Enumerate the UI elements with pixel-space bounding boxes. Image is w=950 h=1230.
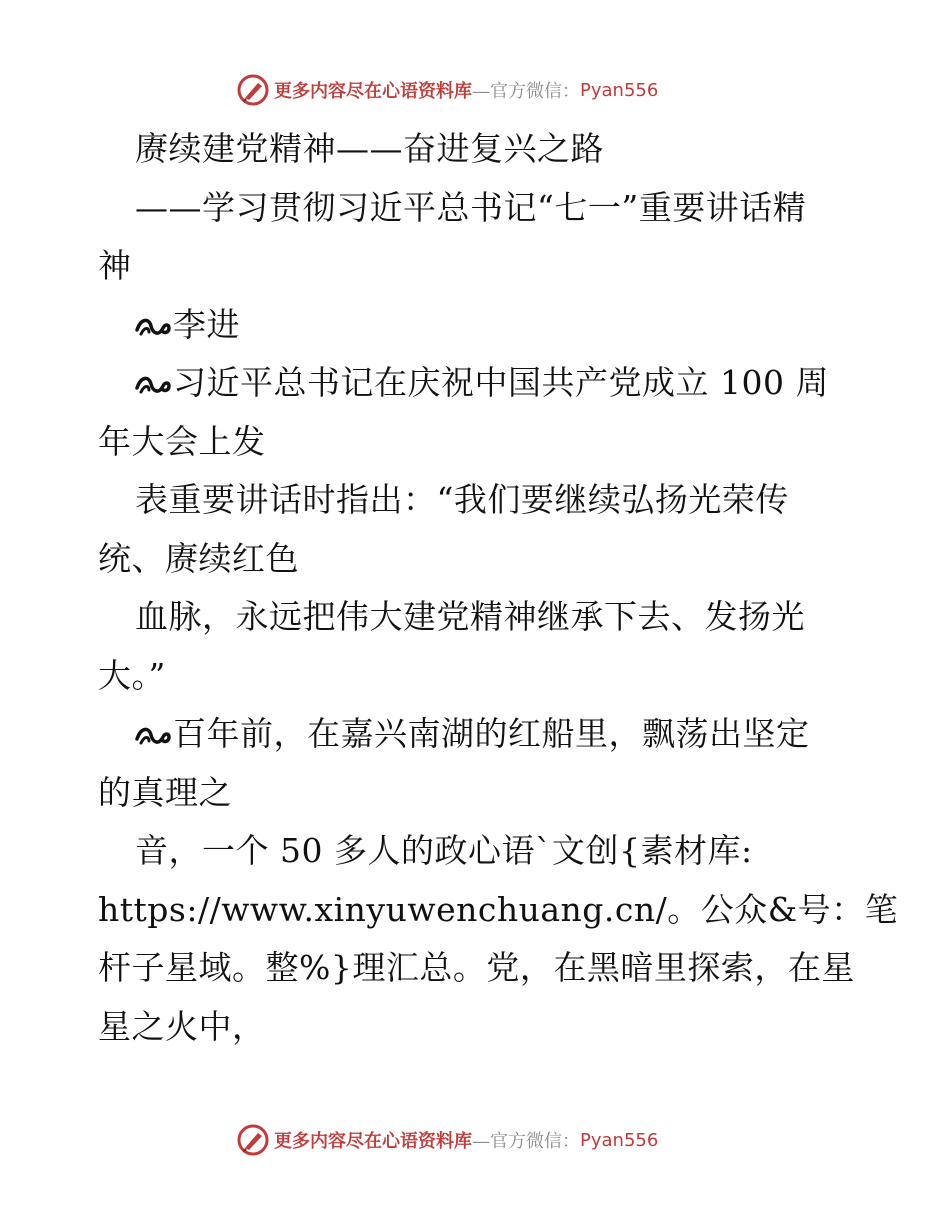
paragraph-line: https://www.xinyuwenchuang.cn/。公众&号：笔 bbox=[98, 889, 899, 929]
document-body bbox=[98, 120, 899, 1056]
ornament-bullet-icon bbox=[135, 374, 173, 396]
watermark-label: —官方微信： bbox=[472, 1131, 580, 1152]
doc-subtitle-cont: 神 bbox=[98, 246, 132, 285]
author-line bbox=[98, 296, 858, 355]
footer-watermark bbox=[236, 1122, 658, 1158]
watermark-brand: 更多内容尽在心语资料库 bbox=[274, 81, 472, 102]
paragraph-line: 星之火中， bbox=[98, 1006, 266, 1046]
paragraph-text: 百年前，在嘉兴南湖的红船里，飘荡出坚定 bbox=[173, 714, 810, 753]
watermark-account: Pyan556 bbox=[580, 79, 659, 101]
paragraph-line: 杆子星域。整%}理汇总。党，在黑暗里探索，在星 bbox=[98, 948, 855, 987]
pen-logo-icon bbox=[236, 73, 270, 107]
paragraph-line: 表重要讲话时指出：“我们要继续弘扬光荣传 bbox=[135, 480, 789, 519]
header-watermark bbox=[236, 72, 658, 108]
watermark-label: —官方微信： bbox=[472, 81, 580, 102]
paragraph-line: 血脉，永远把伟大建党精神继承下去、发扬光 bbox=[135, 597, 805, 636]
doc-subtitle: ——学习贯彻习近平总书记“七一”重要讲话精 bbox=[135, 187, 807, 227]
paragraph-line: 年大会上发 bbox=[98, 421, 266, 461]
pen-logo-icon bbox=[236, 1123, 270, 1157]
paragraph-line: 的真理之 bbox=[98, 772, 232, 812]
ornament-bullet-icon bbox=[135, 725, 173, 747]
watermark-account: Pyan556 bbox=[580, 1129, 659, 1151]
ornament-bullet-icon bbox=[135, 316, 173, 338]
paragraph-text: 习近平总书记在庆祝中国共产党成立 100 周 bbox=[173, 363, 829, 402]
doc-title: 赓续建党精神——奋进复兴之路 bbox=[135, 129, 604, 168]
paragraph-line: 音，一个 50 多人的政心语`文创{素材库: bbox=[135, 831, 753, 870]
paragraph-line bbox=[98, 354, 858, 413]
author-name: 李进 bbox=[173, 304, 240, 344]
paragraph-line: 统、赓续红色 bbox=[98, 538, 299, 578]
watermark-brand: 更多内容尽在心语资料库 bbox=[274, 1131, 472, 1152]
paragraph-line: 大。” bbox=[98, 655, 166, 695]
paragraph-line bbox=[98, 705, 858, 764]
